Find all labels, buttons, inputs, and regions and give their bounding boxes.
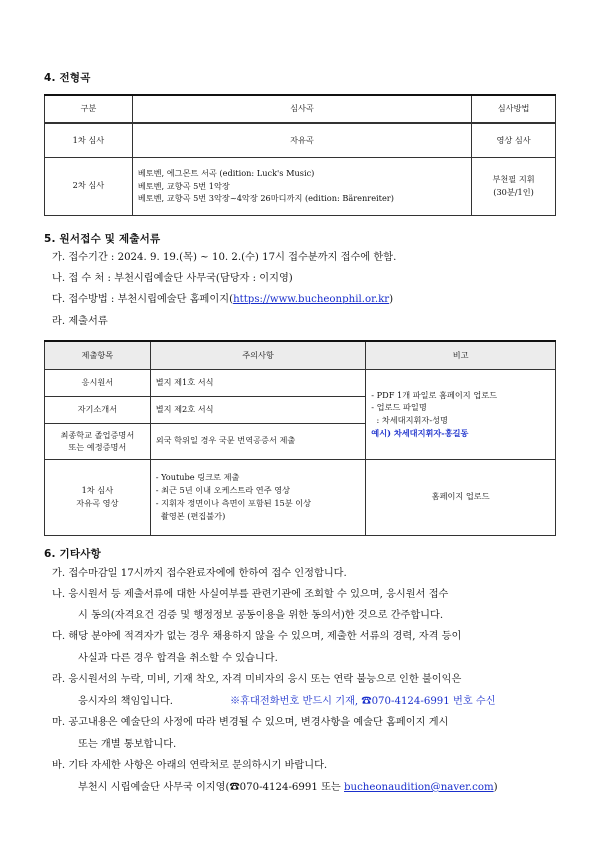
doc-remark-group (366, 369, 556, 459)
doc-video-line1: 1차 심사 (81, 484, 114, 495)
etc-ma-1: 마. 공고내용은 예술단의 사정에 따라 변경될 수 있으며, 변경사항을 예술단 홈페이지 게시 (52, 717, 449, 728)
video-note-2: - 최근 5년 이내 오케스트라 연주 영상 (155, 484, 291, 495)
round2-method-line2: (30분/1인) (493, 187, 534, 197)
round2-pieces (132, 157, 471, 215)
doc-video-remark: 홈페이지 업로드 (366, 459, 556, 535)
round2-piece-3: 베토벤, 교향곡 5번 3악장~4악장 26마디까지 (edition: Bärenreiter) (137, 193, 394, 204)
section-6-heading: 6. 기타사항 (44, 548, 101, 560)
method-suffix: ) (389, 294, 394, 305)
office-line: 나. 접 수 처 : 부천시립예술단 사무국(담당자 : 이지영) (52, 273, 293, 284)
doc-application-note: 별지 제1호 서식 (150, 369, 366, 396)
remark-line-2: - 업로드 파일명 (371, 402, 427, 413)
col-header-piece: 심사곡 (132, 95, 471, 123)
table-row (45, 157, 556, 215)
round2-label: 2차 심사 (45, 157, 133, 215)
remark-line-3: : 차세대지휘자-성명 (371, 415, 448, 425)
phone-notice: ※휴대전화번호 반드시 기재, ☎070-4124-6991 번호 수신 (230, 696, 496, 707)
round2-piece-1: 베토벤, 에그몬트 서곡 (edition: Luck's Music) (137, 167, 315, 178)
round1-piece: 자유곡 (132, 123, 471, 157)
section-4-heading: 4. 전형곡 (44, 72, 91, 84)
doc-graduation-line2: 또는 예정증명서 (68, 442, 127, 452)
contact-email-link[interactable]: bucheonaudition@naver.com (344, 782, 494, 793)
homepage-link[interactable]: https://www.bucheonphil.or.kr (233, 294, 390, 305)
col-header-item: 제출항목 (45, 341, 151, 369)
col-header-note: 주의사항 (150, 341, 366, 369)
doc-application: 응시원서 (45, 369, 151, 396)
method-line (52, 295, 393, 305)
table-row (45, 123, 556, 157)
video-note-3: - 지휘자 정면이나 측면이 포함된 15분 이상 (155, 498, 312, 508)
table-row (45, 459, 556, 535)
etc-ra-1: 라. 응시원서의 누락, 미비, 기재 착오, 자격 미비자의 응시 또는 연락 불능으로 인한 불이익은 (52, 674, 462, 685)
video-note-4: 촬영본 (편집불가) (155, 511, 226, 522)
round1-method: 영상 심사 (472, 123, 556, 157)
documents-table (44, 340, 556, 536)
documents-line: 라. 제출서류 (52, 316, 108, 327)
doc-graduation-line1: 최종학교 졸업증명서 (60, 429, 135, 440)
etc-ba-1: 바. 기타 자세한 사항은 아래의 연락처로 문의하시기 바랍니다. (52, 760, 328, 771)
doc-video (45, 459, 151, 535)
contact-suffix: ) (493, 782, 498, 793)
col-header-category: 구분 (45, 95, 133, 123)
repertoire-table (44, 94, 556, 216)
remark-line-1: - PDF 1개 파일로 홈페이지 업로드 (371, 389, 498, 400)
contact-line (78, 783, 498, 793)
round1-label: 1차 심사 (45, 123, 133, 157)
etc-da-1: 다. 해당 분야에 적격자가 없는 경우 채용하지 않을 수 있으며, 제출한 서류의 경력, 자격 등이 (52, 631, 462, 642)
video-note-1: - Youtube 링크로 제출 (155, 471, 240, 482)
table-header-row (45, 95, 556, 123)
etc-na-2: 시 동의(자격요건 검증 및 행정정보 공동이용을 위한 동의서)한 것으로 간주합니다. (78, 610, 444, 621)
col-header-method: 심사방법 (472, 95, 556, 123)
etc-ra-2: 응시자의 책임입니다. (78, 696, 174, 707)
etc-ga: 가. 접수마감일 17시까지 접수완료자에에 한하여 접수 인정합니다. (52, 568, 347, 579)
period-line: 가. 접수기간 : 2024. 9. 19.(목) ~ 10. 2.(수) 17시 접수분까지 접수에 한함. (52, 252, 397, 263)
etc-ma-2: 또는 개별 통보합니다. (78, 739, 177, 750)
doc-graduation (45, 423, 151, 459)
contact-prefix: 부천시 시립예술단 사무국 이지영(☎070-4124-6991 또는 (78, 782, 344, 793)
method-prefix: 다. 접수방법 : 부천시립예술단 홈페이지( (52, 294, 234, 305)
doc-video-notes (150, 459, 366, 535)
table-header-row (45, 341, 556, 369)
doc-graduation-note: 외국 학위일 경우 국문 번역공증서 제출 (150, 423, 366, 459)
round2-method-line1: 부천필 지휘 (492, 173, 535, 184)
col-header-remark: 비고 (366, 341, 556, 369)
etc-na-1: 나. 응시원서 등 제출서류에 대한 사실여부를 관련기관에 조회할 수 있으며, 응시원서 접수 (52, 589, 449, 600)
doc-video-line2: 자유곡 영상 (76, 498, 119, 508)
round2-piece-2: 베토벤, 교향곡 5번 1악장 (137, 180, 230, 191)
round2-method (472, 157, 556, 215)
etc-da-2: 사실과 다른 경우 합격을 취소할 수 있습니다. (78, 653, 278, 664)
doc-self-intro: 자기소개서 (45, 396, 151, 423)
section-5-heading: 5. 원서접수 및 제출서류 (44, 233, 161, 245)
remark-example: 예시) 차세대지휘자-홍길동 (371, 427, 469, 438)
doc-self-intro-note: 별지 제2호 서식 (150, 396, 366, 423)
table-row (45, 369, 556, 396)
